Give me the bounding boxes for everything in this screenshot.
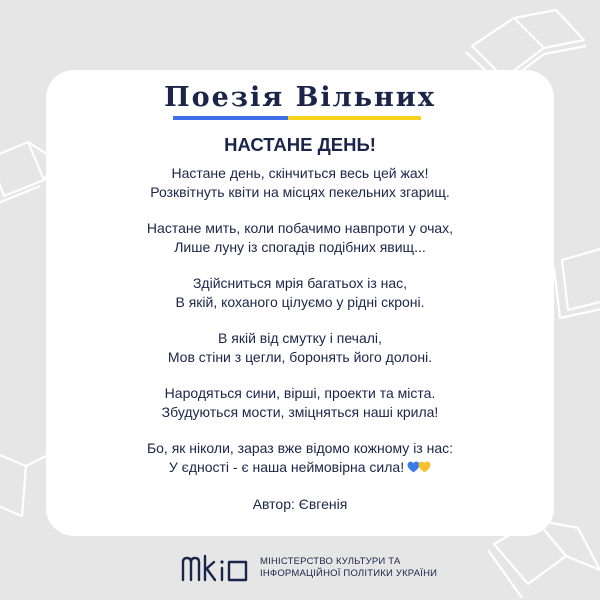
poem-title: НАСТАНЕ ДЕНЬ! [224,134,376,155]
masthead-underline-yellow [288,116,421,120]
poem-card [46,70,554,536]
ministry-name-line-2: ІНФОРМАЦІЙНОЇ ПОЛІТИКИ УКРАЇНИ [260,568,438,579]
poem-author: Автор: Євгенія [252,496,348,512]
poem-line: Настане мить, коли побачимо навпроти у очах, [146,220,454,236]
masthead-underline-blue [173,116,288,120]
poem-line: Бо, як ніколи, зараз вже відомо кожному із нас: [146,440,454,456]
poem-line: Збудуються мости, зміцняться наші крила! [161,404,439,420]
poem-body [46,164,554,494]
poem-line: Лише луну із спогадів подібних явищ... [174,239,426,255]
stanza-6 [46,439,554,477]
hearts [407,459,431,475]
masthead [46,80,554,116]
poem-line: Здійсниться мрія багатьох із нас, [192,275,408,291]
stanza-4 [46,329,554,367]
poem-line: В якій від смутку і печалі, [218,330,382,346]
poem-line: Розквітнуть квіти на місцях пекельних згарищ. [150,184,450,200]
yellow-heart-icon [418,461,431,473]
stanza-2 [46,219,554,257]
ministry-name-line-1: МІНІСТЕРСТВО КУЛЬТУРИ ТА [260,556,401,567]
poem-line: Мов стіни з цегли, боронять його долоні. [167,349,433,365]
masthead-title: Поезія Вільних [164,82,436,113]
stanza-5 [46,384,554,422]
poem-line-text: У єдності - є наша неймовірна сила! [168,459,405,475]
stanza-3 [46,274,554,312]
poem-line: В якій, коханого цілуємо у рідні скроні. [175,294,425,310]
open-book-icon [548,230,600,340]
poem-line: Народяться сини, вірші, проекти та міста. [164,385,436,401]
poem-line: Настане день, скінчиться весь цей жах! [171,165,429,181]
ministry-name [260,556,437,580]
poem-line-with-hearts [46,458,554,477]
ministry-footer [180,548,440,592]
ministry-logo [180,554,252,584]
stanza-1 [46,164,554,202]
